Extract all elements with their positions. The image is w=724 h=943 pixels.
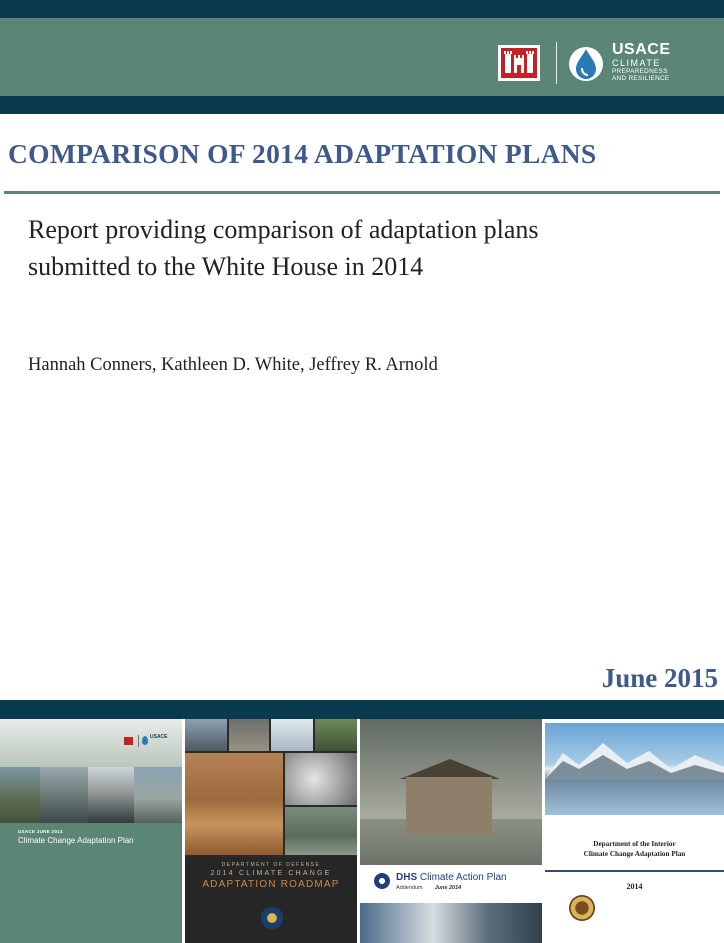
soldiers-desert-photo [185,753,283,855]
logo-divider [556,42,557,84]
usace-logo-subtitle [612,58,669,82]
levee-photo [134,767,182,823]
dod-seal-icon [261,907,283,929]
cover-photo-strip [0,767,182,823]
water-drop-icon [568,44,604,82]
logo-sub-climate: CLIMATE [612,58,661,68]
hurricane-satellite-photo [285,753,357,805]
forest-photo [315,719,357,751]
subtitle-line-2: submitted to the White House in 2014 [28,252,424,281]
doi-seal-icon [569,895,595,921]
mountain-peaks [545,739,724,779]
document-date: June 2015 [601,663,718,693]
logo-sub-resilience: AND RESILIENCE [612,75,670,82]
footer-band [0,700,724,719]
mini-drop-icon [142,736,148,745]
logo-sub-preparedness: PREPAREDNESS [612,68,668,75]
dhs-cover-sub [396,885,461,891]
flood-aerial-photo [285,807,357,855]
header-top-band [0,0,724,18]
cover-header-band [0,719,182,767]
header-bottom-band [0,96,724,114]
subtitle-line-1: Report providing comparison of adaptation plans [28,215,539,244]
doi-title-line-1: Department of the Interior [593,840,676,848]
usace-cover-kicker: USACE JUNE 2014 [18,829,63,834]
dod-cover-year: 2014 CLIMATE CHANGE [210,870,332,877]
dhs-cover-title-bold: DHS [396,872,418,883]
dam-photo [40,767,88,823]
waves-photo [88,767,134,823]
dhs-bottom-photo-strip [360,903,542,943]
ice-photo [271,719,313,751]
document-authors: Hannah Conners, Kathleen D. White, Jeffrey R. Arnold [28,355,438,375]
mini-logo-divider [138,735,139,747]
usace-castle-logo-icon [498,45,540,81]
doi-title-line-2: Climate Change Adaptation Plan [583,850,686,858]
document-title: COMPARISON OF 2014 ADAPTATION PLANS [8,138,597,169]
dhs-cover-addendum: Addendum [396,885,423,891]
dhs-cover-date: June 2014 [434,885,462,891]
dod-roadmap-cover [185,719,357,943]
doi-cover-title [545,839,724,859]
house-roof [400,759,500,779]
document-subtitle [28,211,688,285]
mini-castle-icon [124,737,133,745]
dhs-plan-cover [360,719,542,943]
title-divider [4,191,720,194]
usace-logo-word: USACE [612,41,671,58]
dhs-cover-title-rest: Climate Action Plan [417,872,507,883]
dod-cover-title: ADAPTATION ROADMAP [202,879,340,890]
mini-usace-word: USACE [150,734,168,740]
doi-divider [545,870,724,872]
dhs-cover-title [396,872,507,883]
usace-plan-cover [0,719,182,943]
dhs-seal-icon [374,873,390,889]
usace-cover-title: Climate Change Adaptation Plan [18,836,134,845]
flooded-house-photo [406,777,492,835]
mountain-photo [185,719,227,751]
wetland-photo [0,767,40,823]
dod-cover-dept: DEPARTMENT OF DEFENSE [221,862,321,868]
doi-plan-cover [545,719,724,943]
rubble-photo [229,719,269,751]
doi-cover-year: 2014 [626,882,643,891]
